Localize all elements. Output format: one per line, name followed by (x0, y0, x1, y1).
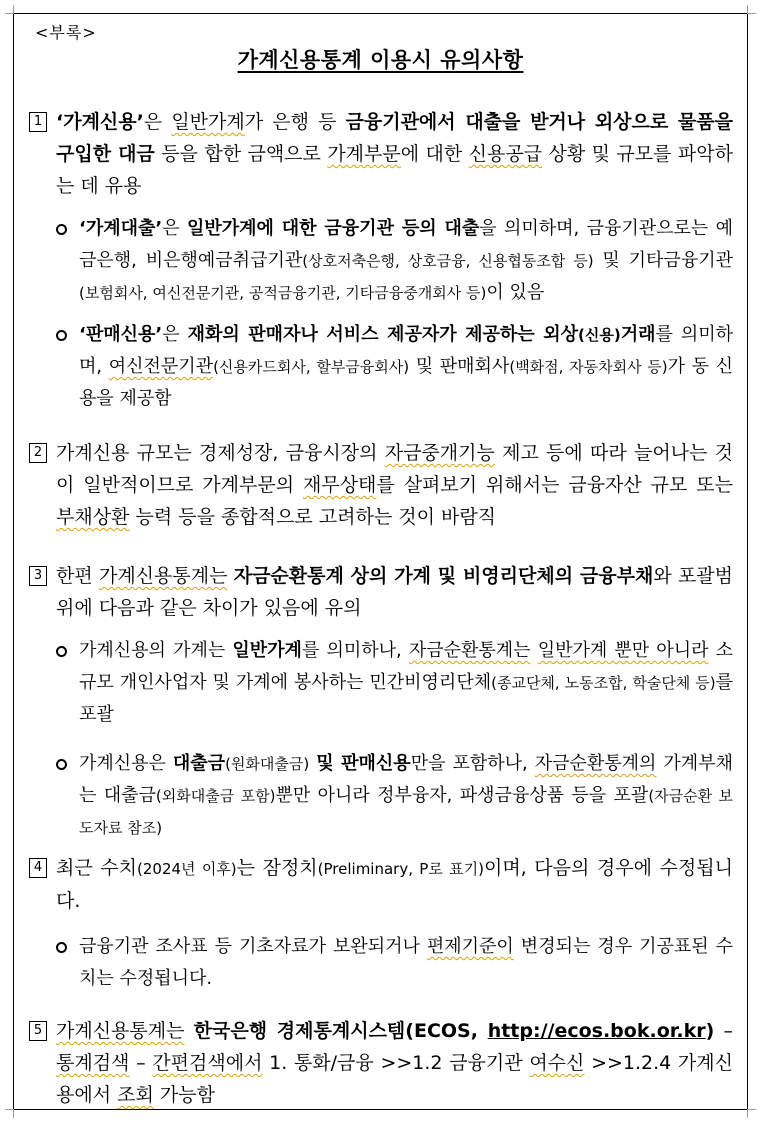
section-text: 최근 수치(2024년 이후)는 잠정치(Preliminary, P로 표기)이며, 다음의 경우에 수정됩니다. (56, 857, 733, 912)
section-text: 가계신용통계는 한국은행 경제통계시스템(ECOS, http://ecos.bok.or.kr) – 통계검색 – 간편검색에서 1. 통화/금융 >>1.2 금융기관 여수신 >>1.2.4 가계신용에서 조회 가능함 (56, 1020, 733, 1106)
section-5 (29, 1015, 733, 1111)
section-text: ‘가계신용’은 일반가계가 은행 등 금융기관에서 대출을 받거나 외상으로 물품을 구입한 대금 등을 합한 금액으로 가계부문에 대한 신용공급 상황 및 규모를 파악하는 데 유용 (56, 111, 733, 197)
crop-mark (747, 1109, 756, 1118)
section-1-bullet-1 (56, 213, 733, 309)
section-number: 3 (29, 566, 47, 586)
section-number: 1 (29, 112, 47, 132)
bullet-icon (56, 942, 67, 953)
page-title: 가계신용통계 이용시 유의사항 (237, 48, 524, 72)
section-2 (29, 437, 733, 533)
crop-mark (5, 5, 14, 14)
bullet-text: 가계신용의 가계는 일반가계를 의미하나, 자금순환통계는 일반가계 뿐만 아니라 소규모 개인사업자 및 가계에 봉사하는 민간비영리단체(종교단체, 노동조합, 학술단체 등)를 포괄 (79, 640, 734, 725)
section-1-bullet-2 (56, 319, 733, 415)
bullet-icon (56, 759, 67, 770)
crop-mark (5, 1109, 14, 1118)
bullet-icon (56, 330, 67, 341)
appendix-label: <부록> (35, 23, 97, 42)
section-text: 한편 가계신용통계는 자금순환통계 상의 가계 및 비영리단체의 금융부채와 포괄범위에 다음과 같은 차이가 있음에 유의 (56, 565, 733, 619)
section-3-bullet-2 (56, 748, 733, 844)
section-1 (29, 106, 733, 202)
bullet-text: 금융기관 조사표 등 기초자료가 보완되거나 편제기준이 변경되는 경우 기공표된 수치는 수정됩니다. (79, 936, 734, 989)
bullet-text: ‘판매신용’은 재화의 판매자나 서비스 제공자가 제공하는 외상(신용)거래를 의미하며, 여신전문기관(신용카드회사, 할부금융회사) 및 판매회사(백화점, 자동차회사 등)가 동 신용을 제공함 (79, 324, 734, 409)
bullet-text: ‘가계대출’은 일반가계에 대한 금융기관 등의 대출을 의미하며, 금융기관으로는 예금은행, 비은행예금취급기관(상호저축은행, 상호금융, 신용협동조합 등) 및 기타금융기관(보험회사, 여신전문기관, 공적금융기관, 기타금융중개회사 등)이 있음 (79, 218, 733, 303)
bullet-icon (56, 224, 67, 235)
section-4-bullet-1 (56, 931, 733, 995)
document-page (13, 13, 748, 1110)
crop-mark (747, 5, 756, 14)
ecos-link[interactable]: http://ecos.bok.or.kr (487, 1020, 706, 1042)
section-3 (29, 560, 733, 624)
section-3-bullet-1 (56, 635, 733, 731)
section-number: 4 (29, 858, 47, 878)
section-text: 가계신용 규모는 경제성장, 금융시장의 자금중개기능 제고 등에 따라 늘어나는 것이 일반적이므로 가계부문의 재무상태를 살펴보기 위해서는 금융자산 규모 또는 부채상환 능력 등을 종합적으로 고려하는 것이 바람직 (56, 442, 734, 528)
section-number: 2 (29, 443, 47, 463)
section-number: 5 (29, 1021, 47, 1041)
bullet-icon (56, 646, 67, 657)
bullet-text: 가계신용은 대출금(원화대출금) 및 판매신용만을 포함하나, 자금순환통계의 가계부채는 대출금(외화대출금 포함)뿐만 아니라 정부융자, 파생금융상품 등을 포괄(자금순환 보도자료 참조) (79, 753, 734, 837)
section-4 (29, 852, 733, 917)
